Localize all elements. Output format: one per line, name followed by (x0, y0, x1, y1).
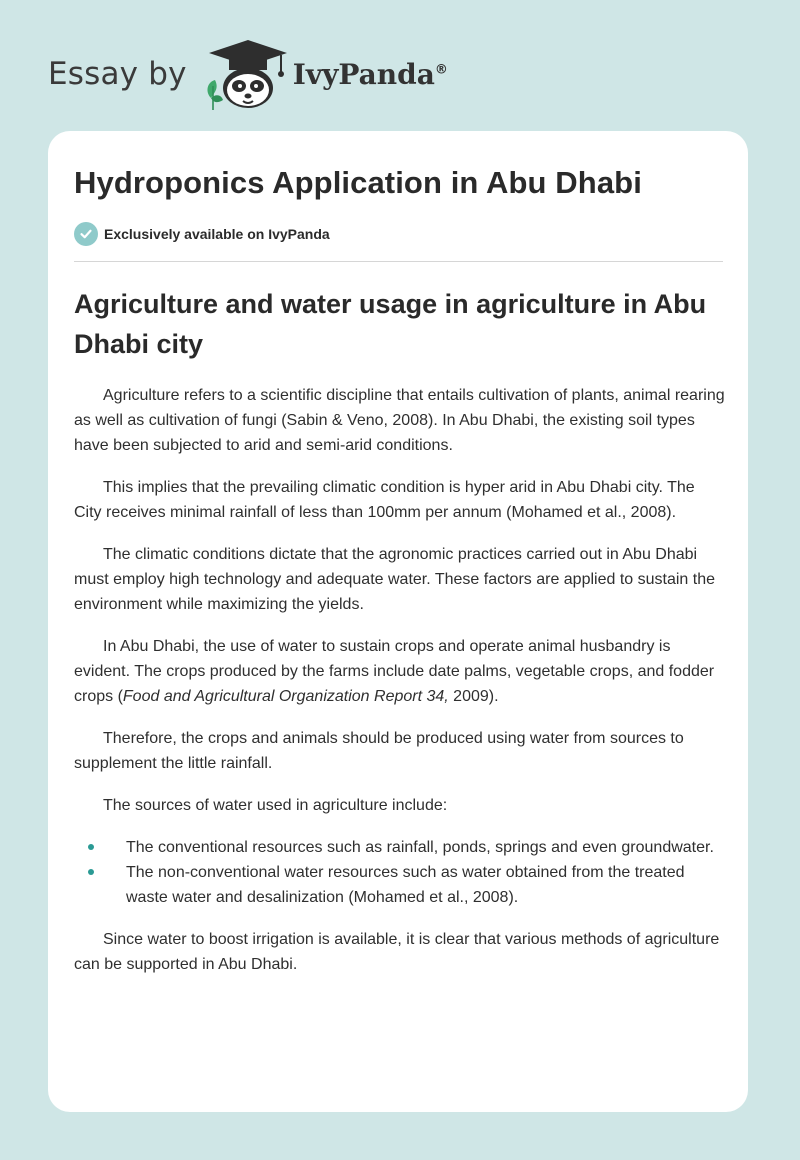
paragraph: Agriculture refers to a scientific discipline that entails cultivation of plants, animal rearing as well as cultivation of fungi (Sabin & Veno, 2008). In Abu Dhabi, the existing soil types have been subjected to arid and semi-arid conditions. (74, 387, 725, 454)
citation-title: Food and Agricultural Organization Report 34, (122, 688, 449, 705)
essay-body (74, 383, 726, 994)
section-heading: Agriculture and water usage in agriculture in Abu Dhabi city (74, 289, 707, 359)
paragraph (74, 634, 726, 709)
brand-prefix: Essay by (48, 56, 187, 92)
check-circle-icon (74, 222, 98, 246)
paragraph: Since water to boost irrigation is available, it is clear that various methods of agriculture can be supported in Abu Dhabi. (74, 931, 720, 973)
list-item-text: The conventional resources such as rainfall, ponds, springs and even groundwater. (126, 839, 714, 856)
paragraph: The climatic conditions dictate that the agronomic practices carried out in Abu Dhabi must employ high technology and adequate water. These factors are applied to sustain the environment while maximizing the yields. (74, 546, 715, 613)
panda-logo-icon (201, 36, 295, 112)
divider (74, 261, 723, 262)
bullet-dot (88, 869, 94, 875)
bullet-dot (88, 844, 94, 850)
paragraph-text: 2009). (448, 688, 499, 705)
paragraph: The sources of water used in agriculture include: (103, 797, 448, 814)
exclusive-label: Exclusively available on IvyPanda (104, 226, 330, 242)
essay-card (48, 131, 748, 1112)
list-item-text: The non-conventional water resources such as water obtained from the treated waste water and desalinization (Mohamed et al., 2008). (126, 864, 685, 906)
registered-mark: ® (434, 62, 448, 78)
exclusive-badge (74, 222, 330, 246)
brand-name: IvyPanda® (292, 57, 448, 91)
list-item (74, 860, 726, 910)
brand-header (48, 36, 448, 112)
water-sources-list (74, 835, 726, 910)
list-item (74, 835, 726, 860)
paragraph: This implies that the prevailing climatic condition is hyper arid in Abu Dhabi city. The City receives minimal rainfall of less than 100mm per annum (Mohamed et al., 2008). (74, 479, 695, 521)
paragraph-text: In Abu Dhabi, the use of water to sustain crops and operate animal husbandry is evident. The crops produced by the farms include date palms, vegetable crops, and fodder crops ( (74, 638, 715, 705)
page-title: Hydroponics Application in Abu Dhabi (74, 165, 642, 200)
paragraph: Therefore, the crops and animals should be produced using water from sources to supplement the little rainfall. (74, 730, 684, 772)
